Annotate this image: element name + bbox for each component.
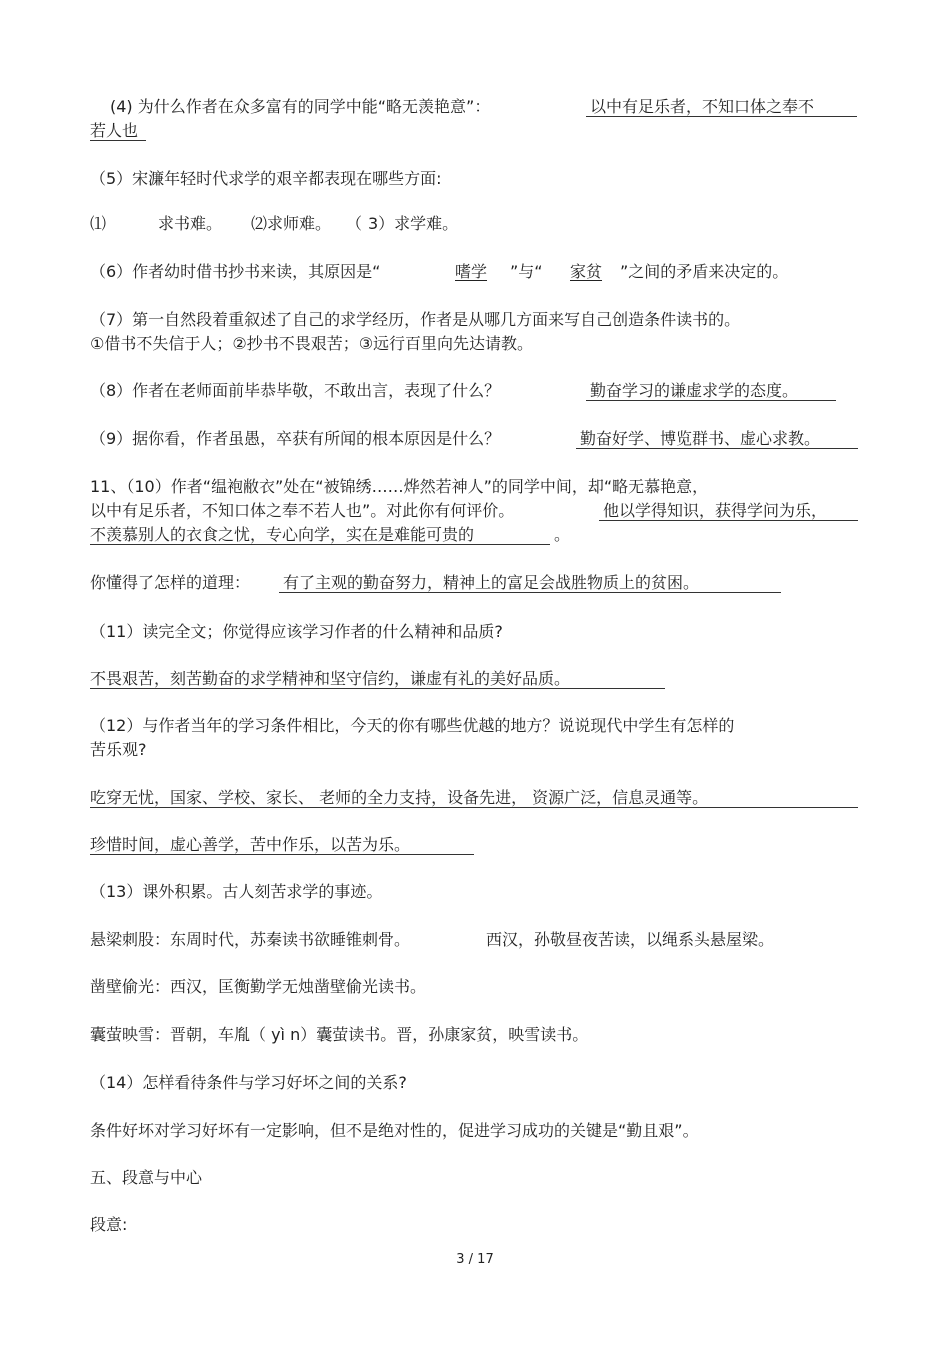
q6-suffix: ”之间的矛盾来决定的。 [620, 262, 789, 281]
q5-item3-open: （ [346, 214, 363, 233]
q6-middle: ”与“ [510, 262, 543, 281]
q14-answer: 条件好坏对学习好坏有一定影响，但不是绝对性的，促进学习成功的关键是“勤且艰”。 [90, 1121, 699, 1140]
q10-line2: 以中有足乐者，不知口体之奉不若人也”。对此你有何评价。 [90, 501, 515, 520]
lesson-label: 你懂得了怎样的道理： [90, 573, 251, 592]
q12-answer2: 珍惜时间，虚心善学，苦中作乐，以苦为乐。 [90, 835, 411, 854]
q11-answer: 不畏艰苦，刻苦勤奋的求学精神和坚守信约，谦虚有礼的美好品质。 [90, 669, 571, 688]
q4-answer-part1: 以中有足乐者，不知口体之奉不 [590, 97, 815, 116]
q12-answer2-underline [90, 854, 474, 855]
page-number: 3 / 17 [456, 1252, 494, 1267]
q12-line1: （12）与作者当年的学习条件相比，今天的你有哪些优越的地方？说说现代中学生有怎样的 [90, 716, 735, 735]
q9-question: （9）据你看，作者虽愚，卒获有所闻的根本原因是什么？ [90, 429, 501, 448]
q10-line1: 11、（10）作者“缊袍敝衣”处在“被锦绣……烨然若神人”的同学中间，却“略无慕艳意， [90, 477, 709, 496]
q5-item3: 3）求学难。 [368, 214, 459, 233]
q8-answer: 勤奋学习的谦虚求学的态度。 [590, 381, 799, 400]
q13-item1b: 西汉，孙敬昼夜苦读，以绳系头悬屋梁。 [486, 930, 775, 949]
q12-answer1: 吃穿无忧，国家、学校、家长、 老师的全力支持，设备先进， 资源广泛，信息灵通等。 [90, 788, 709, 807]
lesson-answer: 有了主观的勤奋努力，精神上的富足会战胜物质上的贫困。 [283, 573, 700, 592]
q11-answer-underline [90, 688, 665, 689]
q13-item3: 囊萤映雪：晋朝，车胤（ yì n）囊萤读书。晋，孙康家贫，映雪读书。 [90, 1025, 589, 1044]
q4-question: (4) 为什么作者在众多富有的同学中能“略无羡艳意”： [110, 97, 491, 116]
q5-question: （5）宋濂年轻时代求学的艰辛都表现在哪些方面: [90, 169, 442, 188]
q9-answer: 勤奋好学、博览群书、虚心求教。 [580, 429, 821, 448]
q9-answer-underline [576, 448, 858, 449]
q10-answer-underline [599, 520, 858, 521]
q10-end: 。 [554, 525, 571, 544]
q12-answer1-underline [90, 807, 858, 808]
q14-question: （14）怎样看待条件与学习好坏之间的关系? [90, 1073, 407, 1092]
q7-answer: ①借书不失信于人；②抄书不畏艰苦；③远行百里向先达请教。 [90, 334, 534, 353]
q13-item1a: 悬梁刺股：东周时代，苏秦读书欲睡锥刺骨。 [90, 930, 411, 949]
q6-blank2: 家贫 [570, 262, 603, 281]
q6-prefix: （6）作者幼时借书抄书来读，其原因是“ [90, 262, 381, 281]
q8-question: （8）作者在老师面前毕恭毕敬，不敢出言，表现了什么？ [90, 381, 501, 400]
q11-question: （11）读完全文；你觉得应该学习作者的什么精神和品质? [90, 622, 503, 641]
q5-item1-num: ⑴ [90, 214, 107, 233]
q8-answer-underline [586, 400, 836, 401]
q5-item2: ⑵求师难。 [251, 214, 332, 233]
q13-question: （13）课外积累。古人刻苦求学的事迹。 [90, 882, 383, 901]
q4-answer-part2: 若人也 [90, 121, 139, 140]
q7-question: （7）第一自然段着重叙述了自己的求学经历，作者是从哪几方面来写自己创造条件读书的。 [90, 310, 741, 329]
q5-item1: 求书难。 [158, 214, 223, 233]
section5-title: 五、段意与中心 [90, 1168, 203, 1187]
q10-answer-underline-2 [90, 544, 550, 545]
q10-answer-part2: 不羡慕别人的衣食之忧，专心向学，实在是难能可贵的 [90, 525, 475, 544]
q10-answer-part1: 他以学得知识，获得学问为乐， [603, 501, 828, 520]
lesson-answer-underline [279, 592, 781, 593]
section5-label: 段意: [90, 1215, 128, 1234]
q12-line2: 苦乐观? [90, 740, 147, 759]
q4-answer-underline [586, 116, 857, 117]
q13-item2: 凿壁偷光：西汉，匡衡勤学无烛凿壁偷光读书。 [90, 977, 427, 996]
q6-blank1: 嗜学 [455, 262, 488, 281]
q4-answer-underline-2 [90, 140, 146, 141]
